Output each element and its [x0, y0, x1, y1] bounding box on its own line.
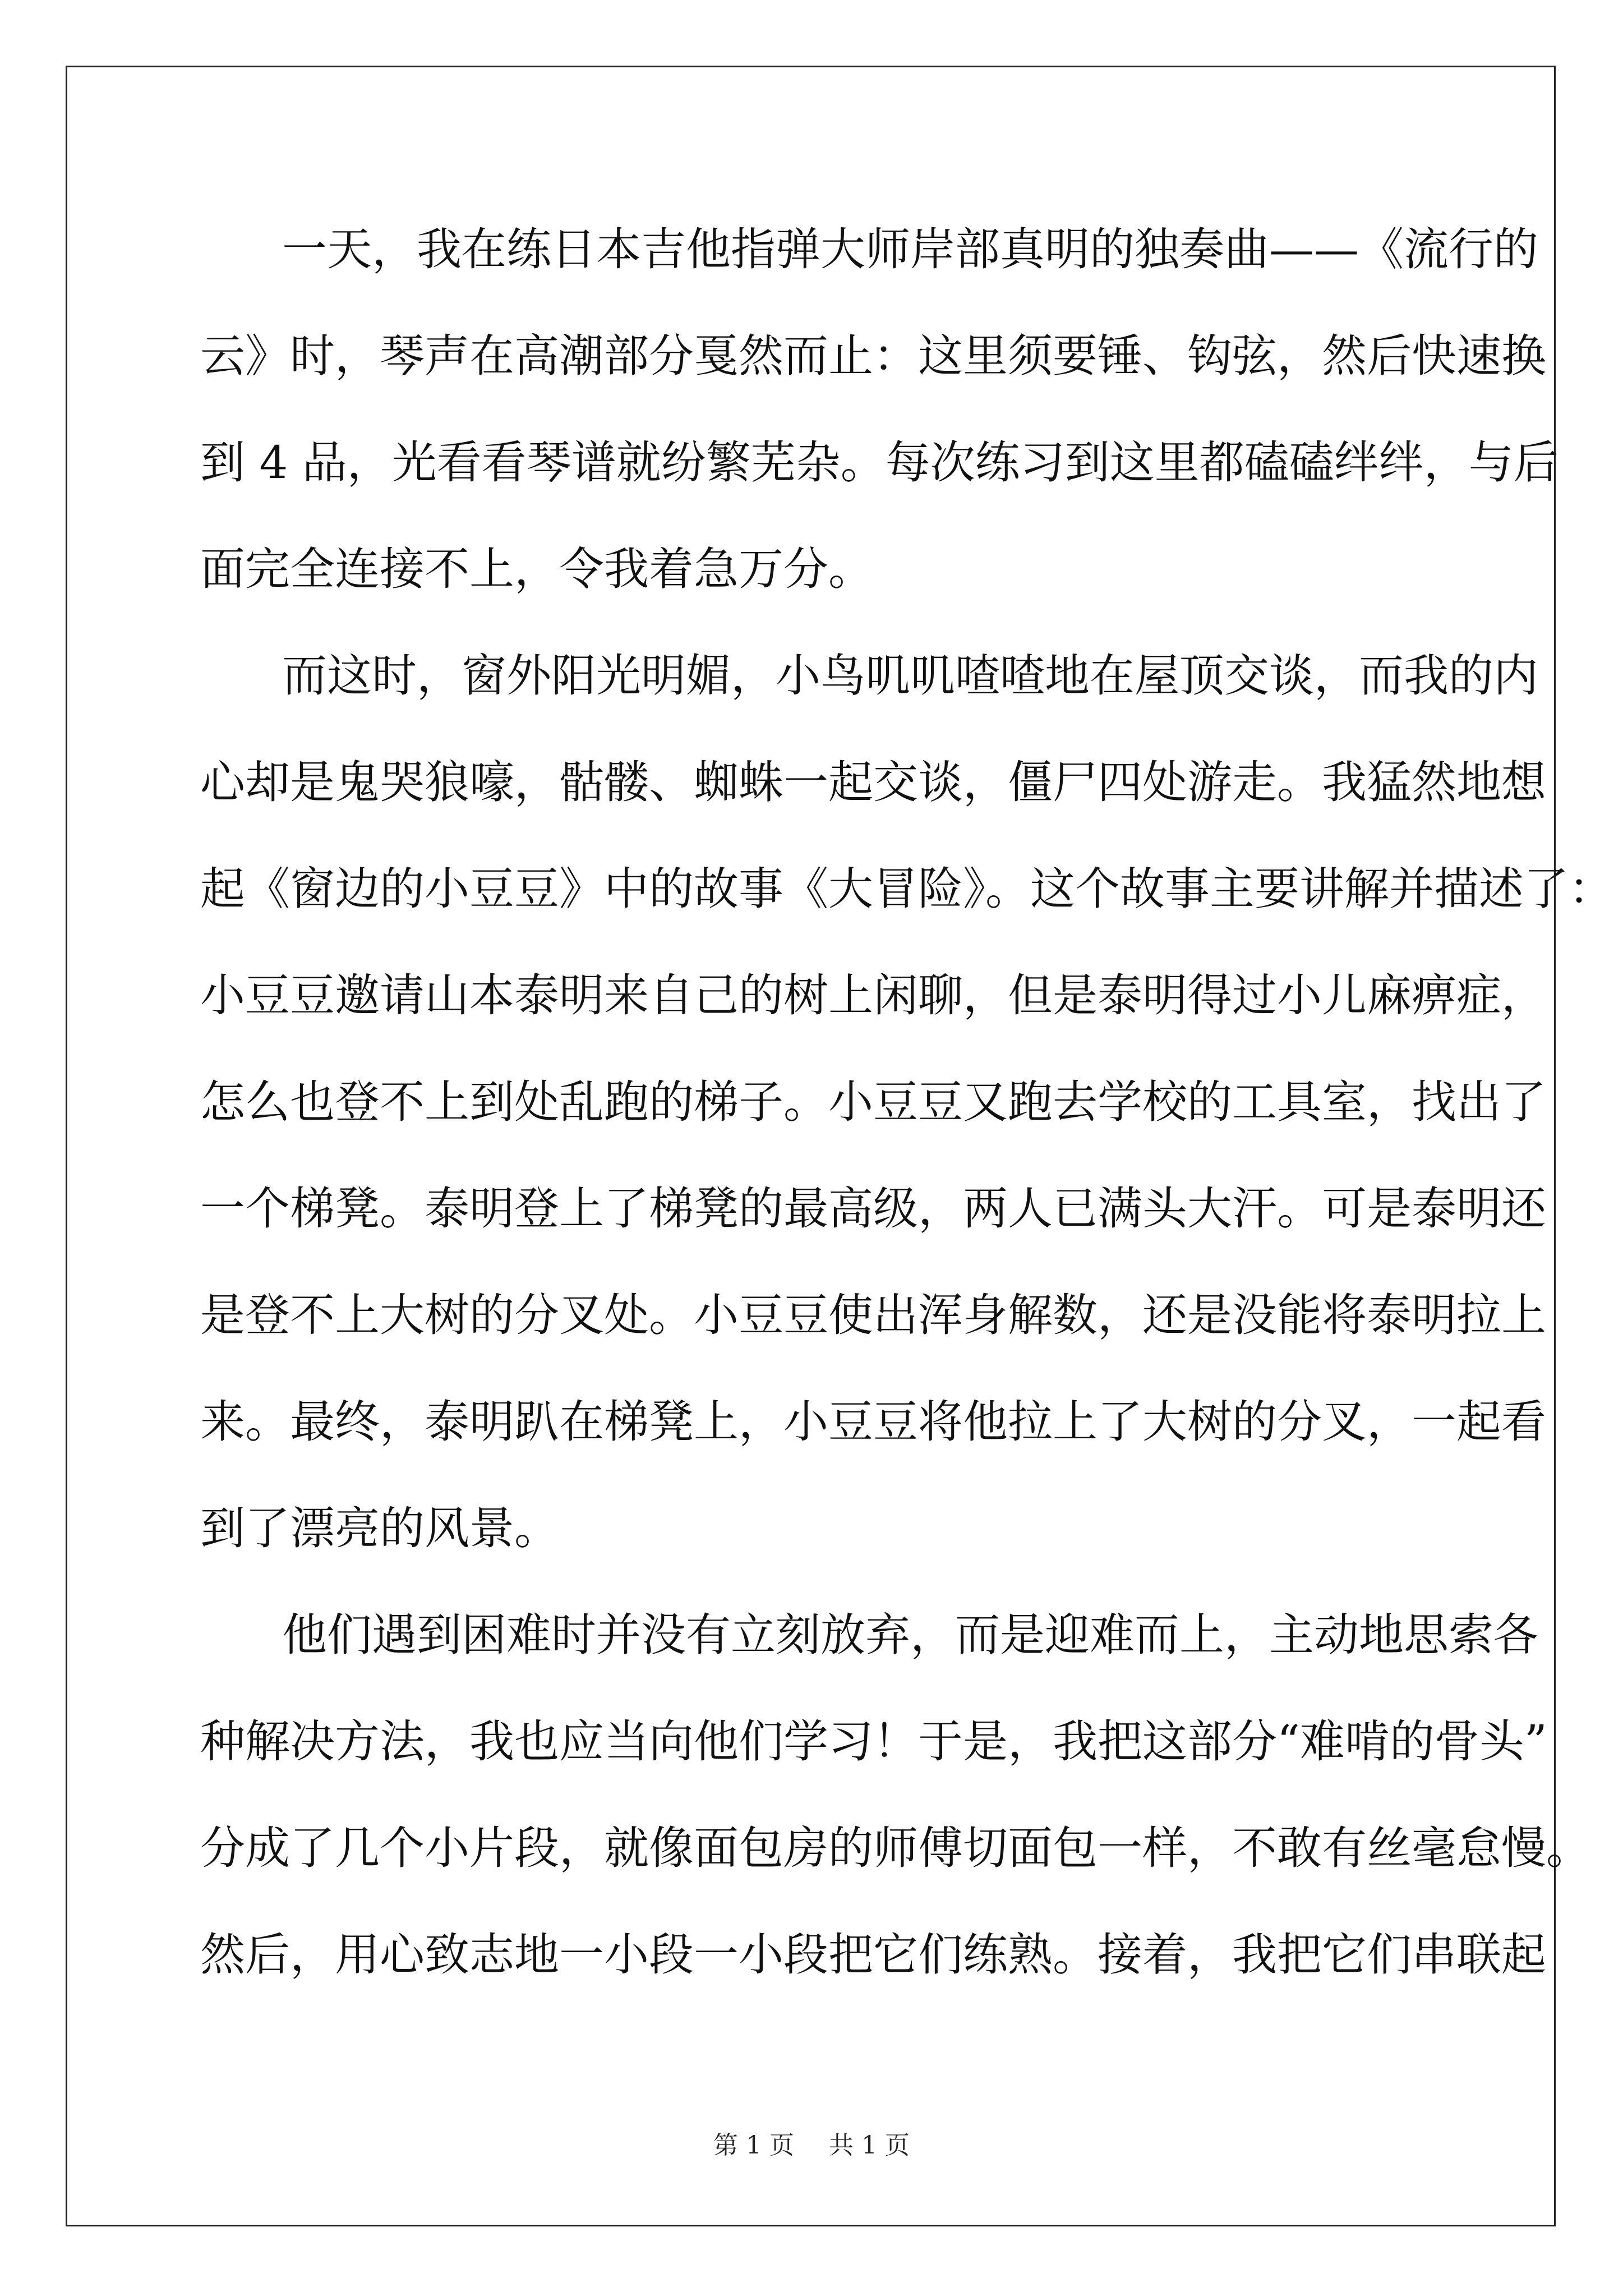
text-line: 而这时，窗外阳光明媚，小鸟叽叽喳喳地在屋顶交谈，而我的内 — [282, 650, 1538, 702]
document-body — [200, 213, 1613, 2025]
page-footer — [0, 2129, 1623, 2162]
text-line: 怎么也登不上到处乱跑的梯子。小豆豆又跑去学校的工具室，找出了 — [200, 1076, 1546, 1128]
text-line: 到了漂亮的风景。 — [200, 1502, 559, 1554]
text-line: 起《窗边的小豆豆》中的故事《大冒险》。这个故事主要讲解并描述了： — [200, 863, 1613, 915]
text-line: 面完全连接不上，令我着急万分。 — [200, 543, 873, 595]
text-line: 他们遇到困难时并没有立刻放弃，而是迎难而上，主动地思索各 — [282, 1609, 1538, 1661]
text-line: 是登不上大树的分叉处。小豆豆使出浑身解数，还是没能将泰明拉上 — [200, 1289, 1546, 1341]
text-line: 一天，我在练日本吉他指弹大师岸部真明的独奏曲——《流行的 — [282, 223, 1538, 275]
text-line: 来。最终，泰明趴在梯凳上，小豆豆将他拉上了大树的分叉，一起看 — [200, 1396, 1546, 1448]
text-line: 小豆豆邀请山本泰明来自己的树上闲聊，但是泰明得过小儿麻痹症， — [200, 969, 1546, 1022]
text-line: 到 4 品，光看看琴谱就纷繁芜杂。每次练习到这里都磕磕绊绊，与后 — [200, 436, 1559, 489]
page-total: 共 1 页 — [829, 2131, 910, 2160]
text-line: 云》时，琴声在高潮部分戛然而止：这里须要锤、钩弦，然后快速换 — [200, 330, 1546, 382]
text-line: 分成了几个小片段，就像面包房的师傅切面包一样，不敢有丝毫怠慢。 — [200, 1822, 1591, 1874]
text-line: 一个梯凳。泰明登上了梯凳的最高级，两人已满头大汗。可是泰明还 — [200, 1182, 1546, 1235]
text-line: 种解决方法，我也应当向他们学习！于是，我把这部分“难啃的骨头” — [200, 1715, 1547, 1768]
page-number: 第 1 页 — [713, 2131, 794, 2160]
text-line: 然后，用心致志地一小段一小段把它们练熟。接着，我把它们串联起 — [200, 1929, 1546, 1981]
text-line: 心却是鬼哭狼嚎，骷髅、蜘蛛一起交谈，僵尸四处游走。我猛然地想 — [200, 756, 1546, 808]
